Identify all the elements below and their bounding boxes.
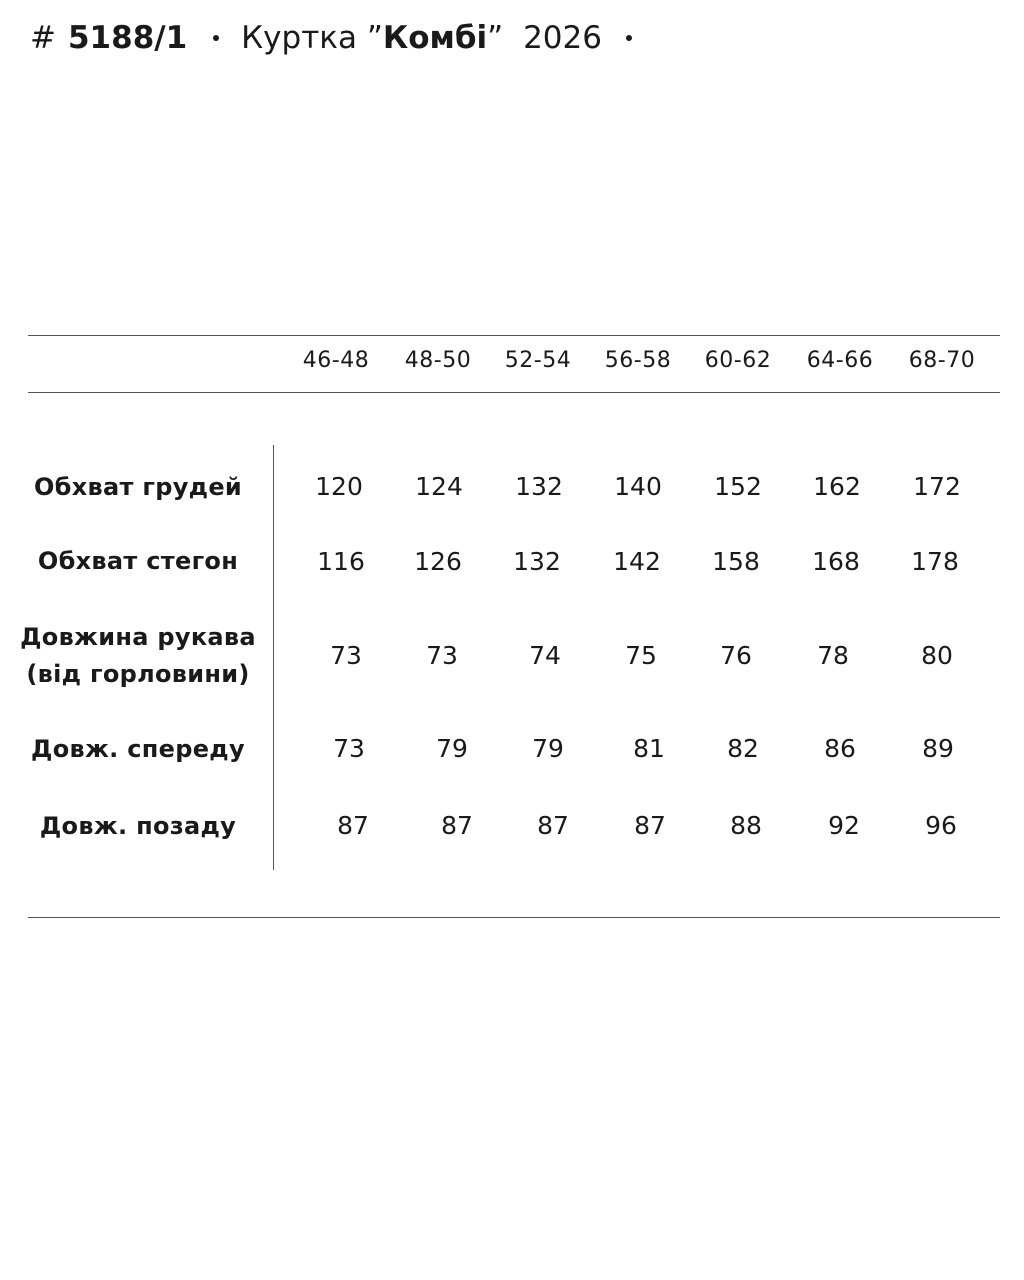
table-cell: 79 — [436, 734, 468, 763]
table-cell: 87 — [441, 811, 473, 840]
product-year: 2026 — [523, 20, 602, 56]
table-cell: 132 — [515, 472, 563, 501]
size-column-header: 56-58 — [604, 348, 672, 373]
row-label-sleeve — [20, 619, 256, 693]
table-cell: 73 — [426, 641, 458, 670]
product-title — [241, 20, 602, 56]
table-bottom-rule — [28, 917, 1000, 918]
table-cell: 158 — [712, 547, 760, 576]
document-title — [30, 14, 632, 62]
row-label-hips — [20, 543, 256, 580]
row-label-front-length — [20, 731, 256, 768]
table-cell: 82 — [727, 734, 759, 763]
table-cell: 116 — [317, 547, 365, 576]
table-cell: 79 — [532, 734, 564, 763]
table-cell: 73 — [333, 734, 365, 763]
table-top-rule — [28, 335, 1000, 336]
row-label-chest — [20, 469, 256, 506]
open-quote: ” — [366, 20, 383, 56]
size-column-header: 48-50 — [404, 348, 472, 373]
table-cell: 74 — [529, 641, 561, 670]
header-bottom-rule — [28, 392, 1000, 393]
table-cell: 132 — [513, 547, 561, 576]
table-cell: 168 — [812, 547, 860, 576]
table-cell: 162 — [813, 472, 861, 501]
table-cell: 80 — [921, 641, 953, 670]
article-number: 5188/1 — [67, 20, 188, 56]
table-cell: 75 — [625, 641, 657, 670]
table-cell: 87 — [634, 811, 666, 840]
row-label-line: (від горловини) — [26, 660, 250, 688]
product-type: Куртка — [241, 20, 357, 56]
label-divider — [273, 445, 274, 870]
table-cell: 78 — [817, 641, 849, 670]
size-column-header: 46-48 — [302, 348, 370, 373]
separator-dot-icon — [626, 35, 632, 41]
table-cell: 172 — [913, 472, 961, 501]
row-label-line: Обхват стегон — [37, 547, 239, 575]
table-cell: 87 — [337, 811, 369, 840]
table-cell: 178 — [911, 547, 959, 576]
table-cell: 92 — [828, 811, 860, 840]
row-label-line: Довж. позаду — [39, 812, 237, 840]
table-cell: 126 — [414, 547, 462, 576]
table-cell: 142 — [613, 547, 661, 576]
table-cell: 124 — [415, 472, 463, 501]
size-column-header: 64-66 — [806, 348, 874, 373]
row-label-line: Довжина рукава — [20, 623, 256, 651]
table-cell: 120 — [315, 472, 363, 501]
product-name: Комбі — [382, 20, 488, 56]
size-column-header: 68-70 — [908, 348, 976, 373]
size-column-header: 60-62 — [704, 348, 772, 373]
table-cell: 88 — [730, 811, 762, 840]
table-cell: 81 — [633, 734, 665, 763]
table-cell: 86 — [824, 734, 856, 763]
table-cell: 89 — [922, 734, 954, 763]
row-label-line: Довж. спереду — [31, 735, 245, 763]
row-label-line: Обхват грудей — [33, 473, 243, 501]
table-cell: 73 — [330, 641, 362, 670]
table-cell: 76 — [720, 641, 752, 670]
separator-dot-icon — [213, 35, 219, 41]
table-cell: 87 — [537, 811, 569, 840]
table-cell: 152 — [714, 472, 762, 501]
close-quote: ” — [487, 20, 504, 56]
table-cell: 140 — [614, 472, 662, 501]
hash-symbol: # — [30, 20, 56, 56]
size-column-header: 52-54 — [504, 348, 572, 373]
table-cell: 96 — [925, 811, 957, 840]
row-label-back-length — [20, 808, 256, 845]
